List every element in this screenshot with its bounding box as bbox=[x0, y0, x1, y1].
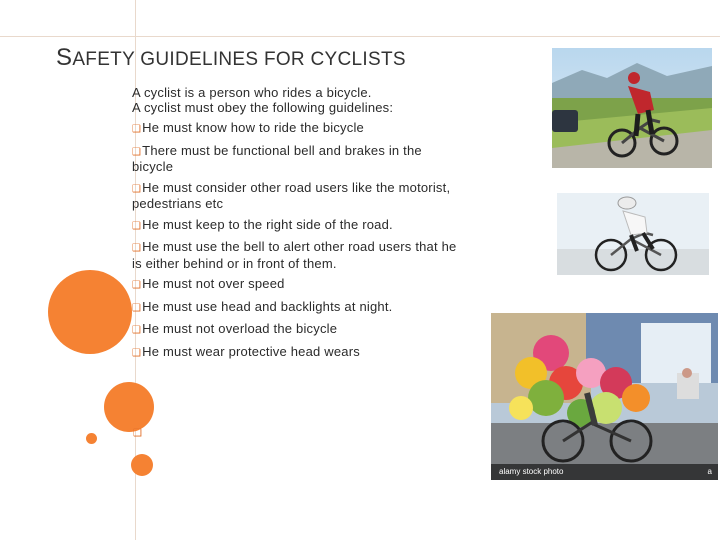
intro-line-1: A cyclist is a person who rides a bicycle. bbox=[132, 85, 372, 100]
slide-title bbox=[56, 44, 406, 72]
list-item: ❑He must consider other road users like the motorist, pedestrians etc bbox=[132, 179, 451, 211]
decor-circle-tiny bbox=[86, 433, 97, 444]
photo-watermark: alamy stock photo a bbox=[491, 464, 718, 480]
checkbox-bullet-icon: ❑ bbox=[132, 325, 142, 336]
list-item: ❑He must not over speed bbox=[132, 276, 285, 291]
decor-circle-small bbox=[131, 454, 153, 476]
list-item: ❑There must be functional bell and brakes in the bicycle bbox=[132, 142, 422, 174]
decor-circle-medium bbox=[104, 382, 154, 432]
photo-helmet-cyclist bbox=[557, 193, 709, 275]
checkbox-bullet-icon: ❑ bbox=[132, 280, 142, 291]
list-item: ❑He must use head and backlights at night. bbox=[132, 298, 393, 314]
checkbox-bullet-icon: ❑ bbox=[132, 124, 142, 135]
list-item: ❑He must use the bell to alert other road users that he is either behind or in front of them. bbox=[132, 239, 457, 271]
checkbox-bullet-icon: ❑ bbox=[132, 220, 142, 232]
helmet-cyclist-illustration bbox=[557, 193, 709, 275]
body-text bbox=[132, 86, 462, 361]
empty-bullet-icon: ❑ bbox=[133, 428, 142, 439]
horizontal-rule bbox=[0, 36, 720, 37]
list-item: ❑He must wear protective head wears bbox=[132, 343, 360, 359]
checkbox-bullet-icon: ❑ bbox=[132, 146, 142, 158]
title-first-letter: S bbox=[56, 44, 73, 71]
photo-flower-bicycle bbox=[491, 313, 718, 480]
list-item: ❑He must keep to the right side of the road. bbox=[132, 216, 393, 232]
intro-line-2: A cyclist must obey the following guidelines: bbox=[132, 99, 394, 115]
photo-road-cyclist bbox=[552, 48, 712, 168]
list-item: ❑He must know how to ride the bicycle bbox=[132, 120, 364, 135]
road-cyclist-illustration bbox=[552, 48, 712, 168]
list-item: ❑He must not overload the bicycle bbox=[132, 321, 338, 336]
flower-bicycle-illustration bbox=[491, 313, 718, 480]
decor-circle-large bbox=[48, 270, 132, 354]
checkbox-bullet-icon: ❑ bbox=[132, 347, 142, 359]
checkbox-bullet-icon: ❑ bbox=[132, 183, 142, 195]
title-rest: AFETY GUIDELINES FOR CYCLISTS bbox=[72, 49, 406, 70]
checkbox-bullet-icon: ❑ bbox=[132, 243, 142, 254]
checkbox-bullet-icon: ❑ bbox=[132, 302, 142, 314]
